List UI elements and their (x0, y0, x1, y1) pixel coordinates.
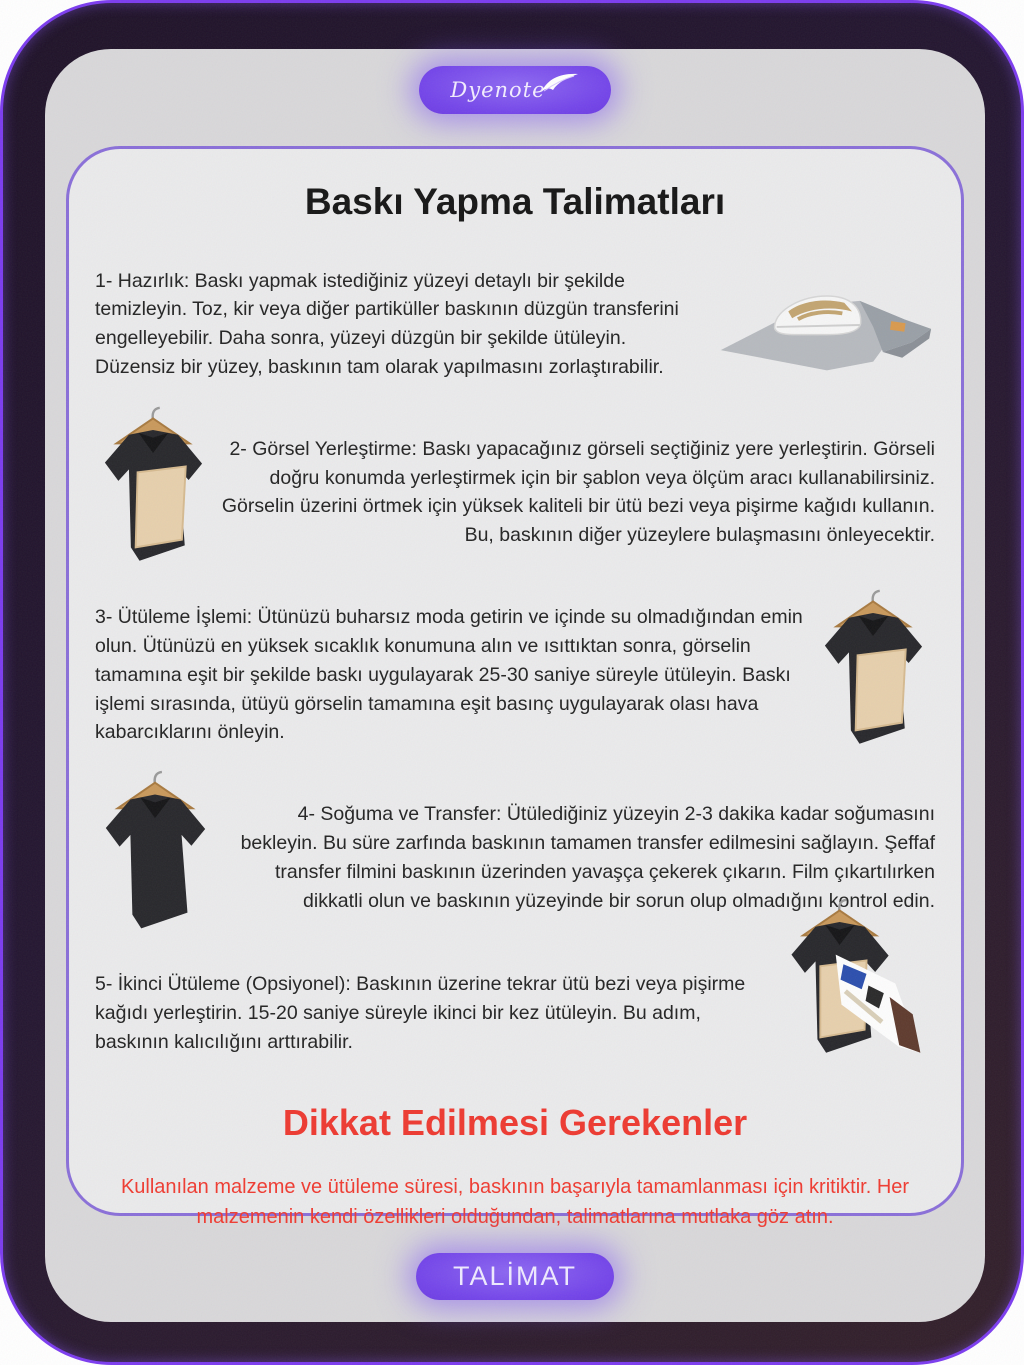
step-4-text: 4- Soğuma ve Transfer: Ütülediğiniz yüzeyin 2-3 dakika kadar soğumasını bekleyin. Bu süre zarfında baskının tamamen transfer edilmesini sağlayın. Şeffaf transfer filmini baskının üzerinden yavaşça çekerek çıkarın. Film çıkartılırken dikkatli olun ve baskının yüzeyinde bir sorun olup olmadığını kontrol edin. (240, 803, 935, 912)
warning-title: Dikkat Edilmesi Gerekenler (282, 1102, 748, 1144)
tshirt-with-transfer-paper-illustration (95, 403, 211, 581)
talimat-badge (416, 1253, 614, 1300)
step-2-text: 2- Görsel Yerleştirme: Baskı yapacağınız görseli seçtiğiniz yere yerleştirin. Görseli doğru konumda yerleştirmek için bir şablon veya ölçüm aracı kullanabilirsiniz. Görselin üzerini örtmek için yüksek kaliteli bir ütü bezi veya pişirme kağıdı kullanın. Bu, baskının diğer yüzeylere bulaşmasını önleyecektir. (221, 437, 935, 547)
tshirt-with-transfer-paper-illustration (815, 586, 931, 764)
brand-logo-text: Dyenote (450, 78, 546, 102)
step-5-second-ironing (95, 951, 935, 1077)
instruction-card (66, 146, 964, 1229)
warning-text: Kullanılan malzeme ve ütüleme süresi, baskının başarıyla tamamlanması için kritiktir. Her malzemenin kendi özellikleri olduğundan, talimatlarına mutlaka göz atın. (120, 1176, 910, 1229)
flyer-mat (45, 49, 985, 1322)
brand-logo-pill (419, 66, 611, 114)
step-2-image-placement (95, 403, 935, 581)
step-1-text: 1- Hazırlık: Baskı yapmak istediğiniz yüzeyi detaylı bir şekilde temizleyin. Toz, kir veya diğer partiküller baskının düzgün transferini engelleyebilir. Daha sonra, yüzeyi düzgün bir şekilde ütüleyin. Düzensiz bir yüzey, baskının tam olarak yapılmasını zorlaştırabilir. (95, 269, 679, 379)
black-tshirt-on-hanger-illustration (95, 767, 215, 949)
iron-on-fabric-illustration (713, 269, 935, 380)
page-title: Baskı Yapma Talimatları (304, 181, 726, 222)
step-1-preparation (95, 247, 935, 401)
feather-icon (540, 72, 580, 94)
step-5-text: 5- İkinci Ütüleme (Opsiyonel): Baskının üzerine tekrar ütü bezi veya pişirme kağıdı yerleştirin. 15-20 saniye süreyle ikinci bir kez ütüleyin. Bu adım, baskının kalıcılığını arttırabilir. (95, 973, 746, 1053)
step-3-ironing (95, 583, 935, 766)
step-3-text: 3- Ütüleme İşlemi: Ütünüzü buharsız moda getirin ve içinde su olmadığından emin olun. Ütünüzü en yüksek sıcaklık konumuna alın ve ısıttıktan sonra, görselin tamamına eşit bir şekilde baskı uygulayarak 25-30 saniye süreyle ütüleyin. Baskı işlemi sırasında, ütüyü görselin tamamına eşit basınç uygulayarak olası hava kabarcıklarını önleyin. (95, 605, 803, 744)
talimat-badge-label: TALİMAT (452, 1261, 577, 1291)
tshirt-peeling-transfer-film-illustration (779, 895, 929, 1073)
